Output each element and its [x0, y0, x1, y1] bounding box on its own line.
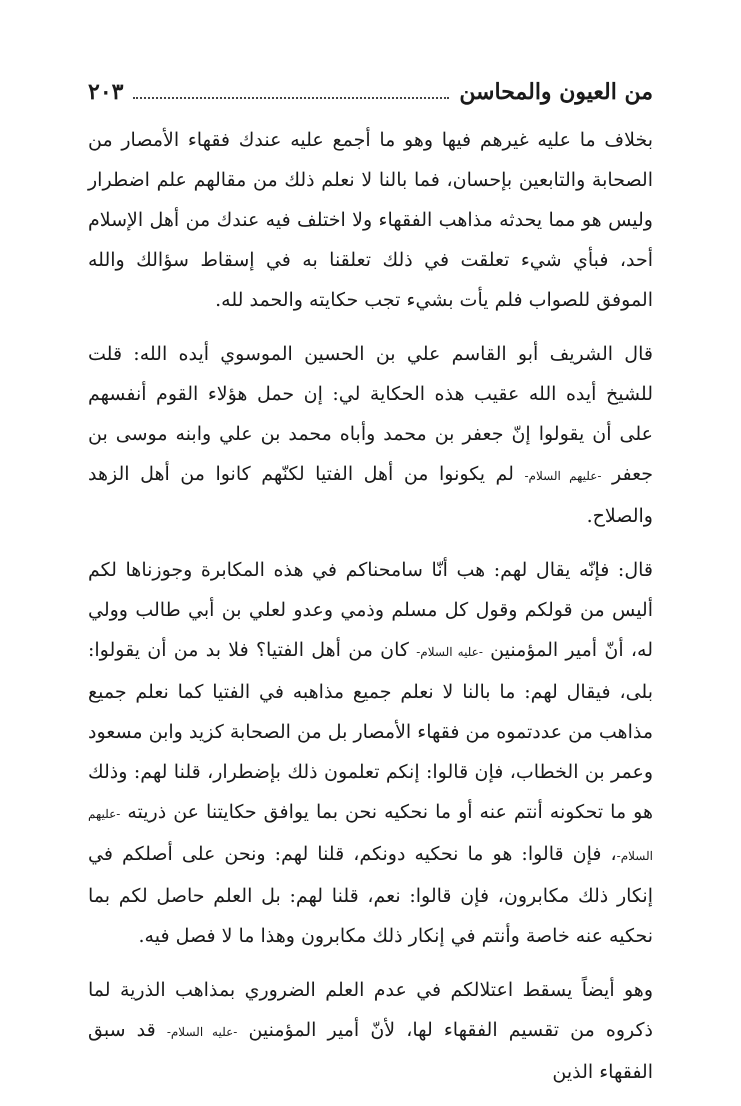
running-title: من العيون والمحاسن	[459, 79, 653, 105]
leader-dots	[133, 97, 449, 99]
paragraph-text: لم يكونوا من أهل الفتيا لكنّهم كانوا من أهل الزهد والصلاح.	[88, 463, 653, 527]
paragraph-text: قال: فإنّه يقال لهم: هب أنّا سامحناكم في هذه المكابرة وجوزناها لكم أليس من قولكم وقول كل مسلم وذمي وعدو لعلي بن أبي طالب وولي له، أنّ أمير المؤمنين	[88, 559, 653, 661]
paragraph-3	[88, 550, 653, 956]
paragraph-2	[88, 334, 653, 536]
paragraph-1	[88, 120, 653, 320]
paragraph-text: قد سبق الفقهاء الذين	[88, 1019, 653, 1083]
honorific: -عليهم السلام-	[524, 469, 602, 483]
paragraph-text: ، فإن قالوا: هو ما نحكيه دونكم، قلنا لهم: ونحن على أصلكم في إنكار ذلك مكابرون، فإن قالوا: نعم، قلنا لهم: بل العلم حاصل لكم بما نحكيه عنه خاصة وأنتم في إنكار ذلك مكابرون وهذا ما لا فصل فيه.	[88, 843, 653, 947]
honorific: -عليهم السلام-	[88, 807, 653, 863]
paragraph-text: بخلاف ما عليه غيرهم فيها وهو ما أجمع عليه عندك فقهاء الأمصار من الصحابة والتابعين بإحسان، فما بالنا لا نعلم ذلك من مقالهم علم اضطرار وليس هو مما يحدثه مذاهب الفقهاء ولا اختلف فيه عندك من أهل الإسلام أحد، فبأي شيء تعلقت في ذلك تعلقنا به في إسقاط سؤالك والله الموفق للصواب فلم يأت بشيء تجب حكايته والحمد لله.	[88, 129, 653, 311]
page-header	[88, 72, 653, 112]
page-number: ٢٠٣	[88, 79, 124, 105]
paragraph-4	[88, 970, 653, 1092]
paragraph-text: كان من أهل الفتيا؟ فلا بد من أن يقولوا: بلى، فيقال لهم: ما بالنا لا نعلم جميع مذاهبه في الفتيا كما نعلم جميع مذاهب من عددتموه من فقهاء الأمصار بل من الصحابة كزيد وابن مسعود وعمر بن الخطاب، فإن قالوا: إنكم تعلمون ذلك بإضطرار، قلنا لهم: وذلك هو ما تحكونه أنتم عنه أو ما نحكيه نحن بما يوافق حكايتنا عن ذريته	[88, 639, 653, 823]
honorific: -عليه السلام-	[166, 1025, 238, 1039]
body-text	[88, 120, 653, 1106]
paragraph-text: قال الشريف أبو القاسم علي بن الحسين الموسوي أيده الله: قلت للشيخ أيده الله عقيب هذه الحكاية لي: إن حمل هؤلاء القوم أنفسهم على أن يقولوا إنّ جعفر بن محمد وأباه محمد بن علي وابنه موسى بن جعفر	[88, 343, 654, 485]
honorific: -عليه السلام-	[416, 645, 483, 659]
paragraph-text: وهو أيضاً يسقط اعتلالكم في عدم العلم الضروري بمذاهب الذرية لما ذكروه من تقسيم الفقهاء لها، لأنّ أمير المؤمنين	[88, 979, 653, 1041]
